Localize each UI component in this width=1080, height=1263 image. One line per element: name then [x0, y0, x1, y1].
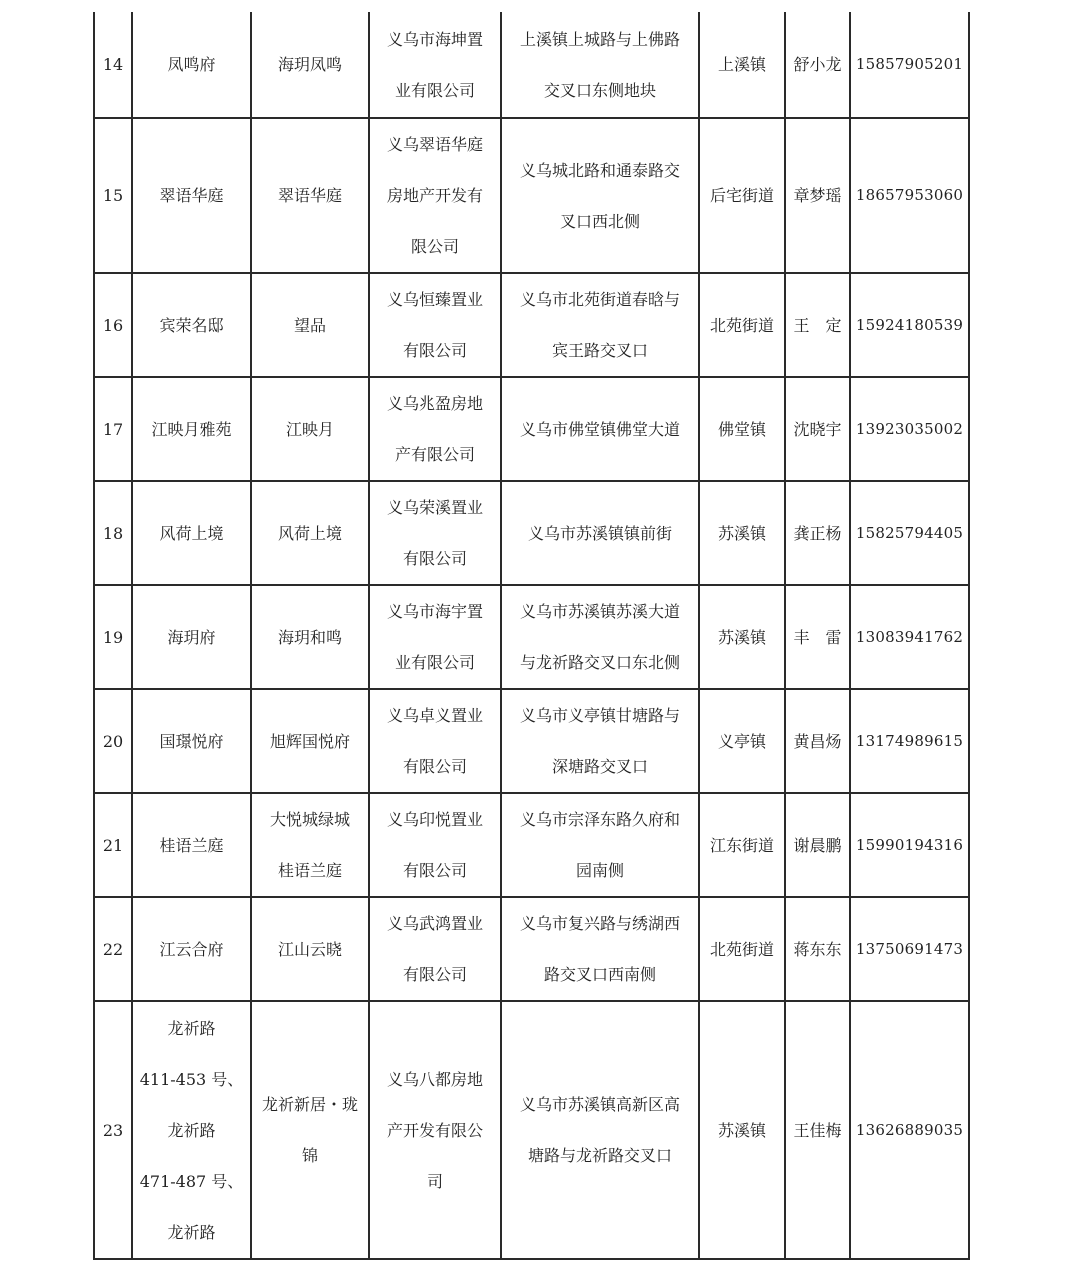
- cell-number-text: 16: [102, 315, 124, 335]
- cell-number-text: 14: [102, 55, 124, 74]
- cell-project-name-line: 龙祈路: [167, 1018, 216, 1038]
- cell-street: [699, 481, 785, 585]
- cell-project-name-line: 国璟悦府: [159, 731, 224, 751]
- cell-developer-line: 义乌荣溪置业: [386, 498, 483, 517]
- cell-location-line: 义乌市苏溪镇高新区高: [519, 1095, 680, 1114]
- cell-developer: [369, 793, 501, 897]
- cell-developer-line: 业有限公司: [394, 80, 475, 100]
- cell-phone-text: 13174989615: [855, 731, 964, 750]
- table-row: [94, 897, 969, 1001]
- cell-project-name: [132, 689, 251, 793]
- cell-phone-text: 13750691473: [855, 939, 964, 958]
- cell-project-name-line: 龙祈路: [167, 1120, 216, 1140]
- cell-street: [699, 273, 785, 377]
- cell-location: [501, 273, 699, 377]
- cell-phone-text: 15990194316: [855, 835, 964, 854]
- cell-promo-name-line: 望品: [293, 315, 326, 335]
- cell-developer: [369, 897, 501, 1001]
- cell-promo-name: [251, 377, 369, 481]
- cell-number: [94, 689, 132, 793]
- cell-developer: [369, 12, 501, 118]
- cell-location-line: 义乌市宗泽东路久府和: [519, 810, 680, 829]
- cell-street: [699, 377, 785, 481]
- cell-location: [501, 585, 699, 689]
- cell-location-line: 义乌市北苑街道春晗与: [519, 290, 680, 309]
- cell-developer-line: 产有限公司: [394, 445, 475, 464]
- cell-developer: [369, 1001, 501, 1259]
- cell-project-name-line: 风荷上境: [159, 523, 224, 543]
- cell-project-name-line: 411-453 号、: [139, 1069, 244, 1089]
- cell-number: [94, 897, 132, 1001]
- project-table: [93, 12, 970, 1260]
- cell-street: [699, 897, 785, 1001]
- cell-developer: [369, 377, 501, 481]
- cell-street: [699, 1001, 785, 1259]
- cell-project-name: [132, 481, 251, 585]
- cell-location-line: 园南侧: [575, 861, 624, 880]
- cell-developer-line: 房地产开发有: [386, 186, 483, 205]
- cell-location: [501, 118, 699, 273]
- cell-contact: [785, 118, 850, 273]
- cell-phone-text: 15857905201: [855, 55, 964, 73]
- cell-contact: [785, 273, 850, 377]
- cell-promo-name: [251, 1001, 369, 1259]
- cell-location-line: 义乌市义亭镇甘塘路与: [519, 706, 680, 725]
- table-row: [94, 481, 969, 585]
- cell-contact-text: 沈晓宇: [793, 419, 842, 439]
- cell-number: [94, 793, 132, 897]
- cell-promo-name-line: 江山云晓: [277, 939, 342, 959]
- cell-promo-name-line: 大悦城绿城: [269, 810, 350, 829]
- cell-promo-name: [251, 12, 369, 118]
- cell-street-text: 北苑街道: [709, 939, 774, 959]
- cell-promo-name: [251, 118, 369, 273]
- cell-phone-text: 13923035002: [855, 419, 964, 438]
- cell-developer-line: 义乌印悦置业: [386, 810, 483, 829]
- cell-phone-text: 15924180539: [855, 315, 964, 334]
- cell-project-name-line: 海玥府: [167, 627, 216, 647]
- cell-street: [699, 585, 785, 689]
- cell-developer-line: 有限公司: [402, 757, 467, 776]
- cell-street-text: 佛堂镇: [717, 419, 766, 439]
- cell-phone: [850, 273, 969, 377]
- cell-location: [501, 12, 699, 118]
- cell-developer: [369, 273, 501, 377]
- cell-contact: [785, 689, 850, 793]
- cell-project-name: [132, 793, 251, 897]
- cell-number: [94, 1001, 132, 1259]
- cell-phone-text: 13626889035: [855, 1120, 964, 1139]
- cell-street: [699, 12, 785, 118]
- cell-number-text: 22: [102, 939, 124, 959]
- cell-developer-line: 产开发有限公: [386, 1120, 483, 1140]
- cell-developer-line: 义乌兆盈房地: [386, 394, 483, 413]
- cell-location-line: 义乌市复兴路与绣湖西: [519, 914, 680, 933]
- table-body: [94, 12, 969, 1259]
- cell-street-text: 江东街道: [709, 835, 774, 855]
- cell-developer: [369, 118, 501, 273]
- cell-phone: [850, 481, 969, 585]
- cell-street-text: 北苑街道: [709, 315, 774, 335]
- cell-contact-text: 谢晨鹏: [793, 835, 842, 855]
- cell-street-text: 苏溪镇: [717, 627, 766, 647]
- cell-project-name: [132, 897, 251, 1001]
- cell-location: [501, 377, 699, 481]
- cell-phone: [850, 897, 969, 1001]
- cell-developer-line: 有限公司: [402, 965, 467, 984]
- cell-promo-name: [251, 897, 369, 1001]
- cell-project-name: [132, 585, 251, 689]
- cell-promo-name-line: 海玥和鸣: [277, 627, 342, 647]
- cell-number-text: 21: [102, 835, 124, 855]
- cell-contact: [785, 793, 850, 897]
- cell-project-name: [132, 118, 251, 273]
- cell-number-text: 23: [102, 1120, 124, 1140]
- table-row: [94, 118, 969, 273]
- cell-phone-text: 18657953060: [855, 186, 964, 204]
- cell-location-line: 义乌市佛堂镇佛堂大道: [519, 419, 680, 439]
- cell-promo-name: [251, 689, 369, 793]
- cell-number-text: 18: [102, 523, 124, 543]
- cell-project-name-line: 桂语兰庭: [159, 835, 224, 855]
- cell-developer-line: 义乌翠语华庭: [386, 135, 483, 154]
- cell-location-line: 塘路与龙祈路交叉口: [527, 1146, 672, 1165]
- cell-project-name-line: 江云合府: [159, 939, 224, 959]
- cell-phone: [850, 585, 969, 689]
- cell-project-name-line: 龙祈路: [167, 1222, 216, 1242]
- cell-developer-line: 司: [426, 1171, 443, 1191]
- cell-location: [501, 1001, 699, 1259]
- cell-location: [501, 793, 699, 897]
- cell-promo-name-line: 风荷上境: [277, 523, 342, 543]
- cell-contact: [785, 1001, 850, 1259]
- cell-contact-text: 蒋东东: [793, 939, 842, 959]
- cell-developer: [369, 689, 501, 793]
- cell-location: [501, 689, 699, 793]
- cell-number-text: 17: [102, 419, 124, 439]
- cell-project-name: [132, 1001, 251, 1259]
- cell-location: [501, 481, 699, 585]
- cell-location: [501, 897, 699, 1001]
- cell-developer: [369, 585, 501, 689]
- table-row: [94, 1001, 969, 1259]
- cell-developer-line: 义乌卓义置业: [386, 706, 483, 725]
- cell-developer-line: 有限公司: [402, 549, 467, 568]
- table-row: [94, 377, 969, 481]
- cell-phone: [850, 118, 969, 273]
- cell-project-name: [132, 377, 251, 481]
- cell-promo-name: [251, 793, 369, 897]
- cell-contact-text: 章梦瑶: [793, 186, 842, 205]
- cell-location-line: 交叉口东侧地块: [543, 80, 656, 100]
- cell-location-line: 义乌城北路和通泰路交: [519, 160, 680, 180]
- cell-number-text: 19: [102, 627, 124, 647]
- cell-street: [699, 118, 785, 273]
- cell-promo-name: [251, 481, 369, 585]
- cell-contact-text: 王佳梅: [793, 1120, 842, 1140]
- cell-developer-line: 义乌市海坤置: [386, 29, 483, 49]
- cell-contact-text: 丰 雷: [793, 627, 842, 647]
- cell-number: [94, 118, 132, 273]
- cell-developer: [369, 481, 501, 585]
- cell-developer-line: 义乌市海宇置: [386, 602, 483, 621]
- cell-contact: [785, 585, 850, 689]
- cell-number: [94, 377, 132, 481]
- cell-location-line: 义乌市苏溪镇苏溪大道: [519, 602, 680, 621]
- cell-number: [94, 12, 132, 118]
- cell-project-name-line: 凤鸣府: [167, 55, 216, 74]
- table-row: [94, 12, 969, 118]
- cell-developer-line: 义乌武鸿置业: [386, 914, 483, 933]
- cell-developer-line: 义乌恒臻置业: [386, 290, 483, 309]
- cell-street-text: 苏溪镇: [717, 523, 766, 543]
- cell-location-line: 义乌市苏溪镇镇前街: [527, 523, 672, 543]
- cell-phone: [850, 689, 969, 793]
- cell-promo-name-line: 海玥凤鸣: [277, 55, 342, 74]
- cell-phone: [850, 793, 969, 897]
- cell-phone-text: 15825794405: [855, 523, 964, 542]
- cell-promo-name: [251, 585, 369, 689]
- cell-number: [94, 481, 132, 585]
- cell-phone: [850, 377, 969, 481]
- cell-project-name-line: 翠语华庭: [159, 186, 224, 205]
- cell-project-name: [132, 273, 251, 377]
- cell-contact: [785, 377, 850, 481]
- cell-developer-line: 业有限公司: [394, 653, 475, 672]
- cell-project-name: [132, 12, 251, 118]
- cell-contact: [785, 12, 850, 118]
- cell-location-line: 路交叉口西南侧: [543, 965, 656, 984]
- cell-number: [94, 273, 132, 377]
- cell-contact-text: 黄昌炀: [793, 731, 842, 751]
- cell-developer-line: 有限公司: [402, 341, 467, 360]
- table-row: [94, 793, 969, 897]
- cell-location-line: 与龙祈路交叉口东北侧: [519, 653, 680, 672]
- cell-developer-line: 有限公司: [402, 861, 467, 880]
- cell-phone: [850, 12, 969, 118]
- cell-street-text: 上溪镇: [717, 55, 766, 74]
- cell-phone: [850, 1001, 969, 1259]
- cell-street-text: 苏溪镇: [717, 1120, 766, 1140]
- cell-number-text: 15: [102, 186, 124, 205]
- cell-street-text: 义亭镇: [717, 731, 766, 751]
- cell-promo-name-line: 翠语华庭: [277, 186, 342, 205]
- cell-location-line: 深塘路交叉口: [551, 757, 648, 776]
- cell-promo-name-line: 旭辉国悦府: [269, 731, 350, 751]
- cell-location-line: 上溪镇上城路与上佛路: [519, 29, 680, 49]
- cell-promo-name-line: 桂语兰庭: [277, 861, 342, 880]
- cell-developer-line: 义乌八都房地: [386, 1069, 483, 1089]
- cell-developer-line: 限公司: [410, 237, 459, 256]
- cell-contact-text: 龚正杨: [793, 523, 842, 543]
- cell-location-line: 宾王路交叉口: [551, 341, 648, 360]
- cell-promo-name-line: 江映月: [285, 419, 334, 439]
- cell-project-name-line: 宾荣名邸: [159, 315, 224, 335]
- cell-promo-name: [251, 273, 369, 377]
- cell-contact: [785, 897, 850, 1001]
- table-row: [94, 273, 969, 377]
- table-row: [94, 689, 969, 793]
- cell-promo-name-line: 龙祈新居・珑: [261, 1095, 358, 1114]
- cell-number: [94, 585, 132, 689]
- cell-project-name-line: 471-487 号、: [139, 1171, 244, 1191]
- cell-phone-text: 13083941762: [855, 627, 964, 646]
- table-row: [94, 585, 969, 689]
- cell-contact-text: 舒小龙: [793, 55, 842, 74]
- cell-location-line: 叉口西北侧: [559, 211, 640, 231]
- cell-contact-text: 王 定: [793, 315, 842, 335]
- cell-promo-name-line: 锦: [301, 1146, 318, 1165]
- cell-street: [699, 793, 785, 897]
- cell-street: [699, 689, 785, 793]
- cell-project-name-line: 江映月雅苑: [151, 419, 232, 439]
- cell-number-text: 20: [102, 731, 124, 751]
- cell-street-text: 后宅街道: [709, 186, 774, 205]
- cell-contact: [785, 481, 850, 585]
